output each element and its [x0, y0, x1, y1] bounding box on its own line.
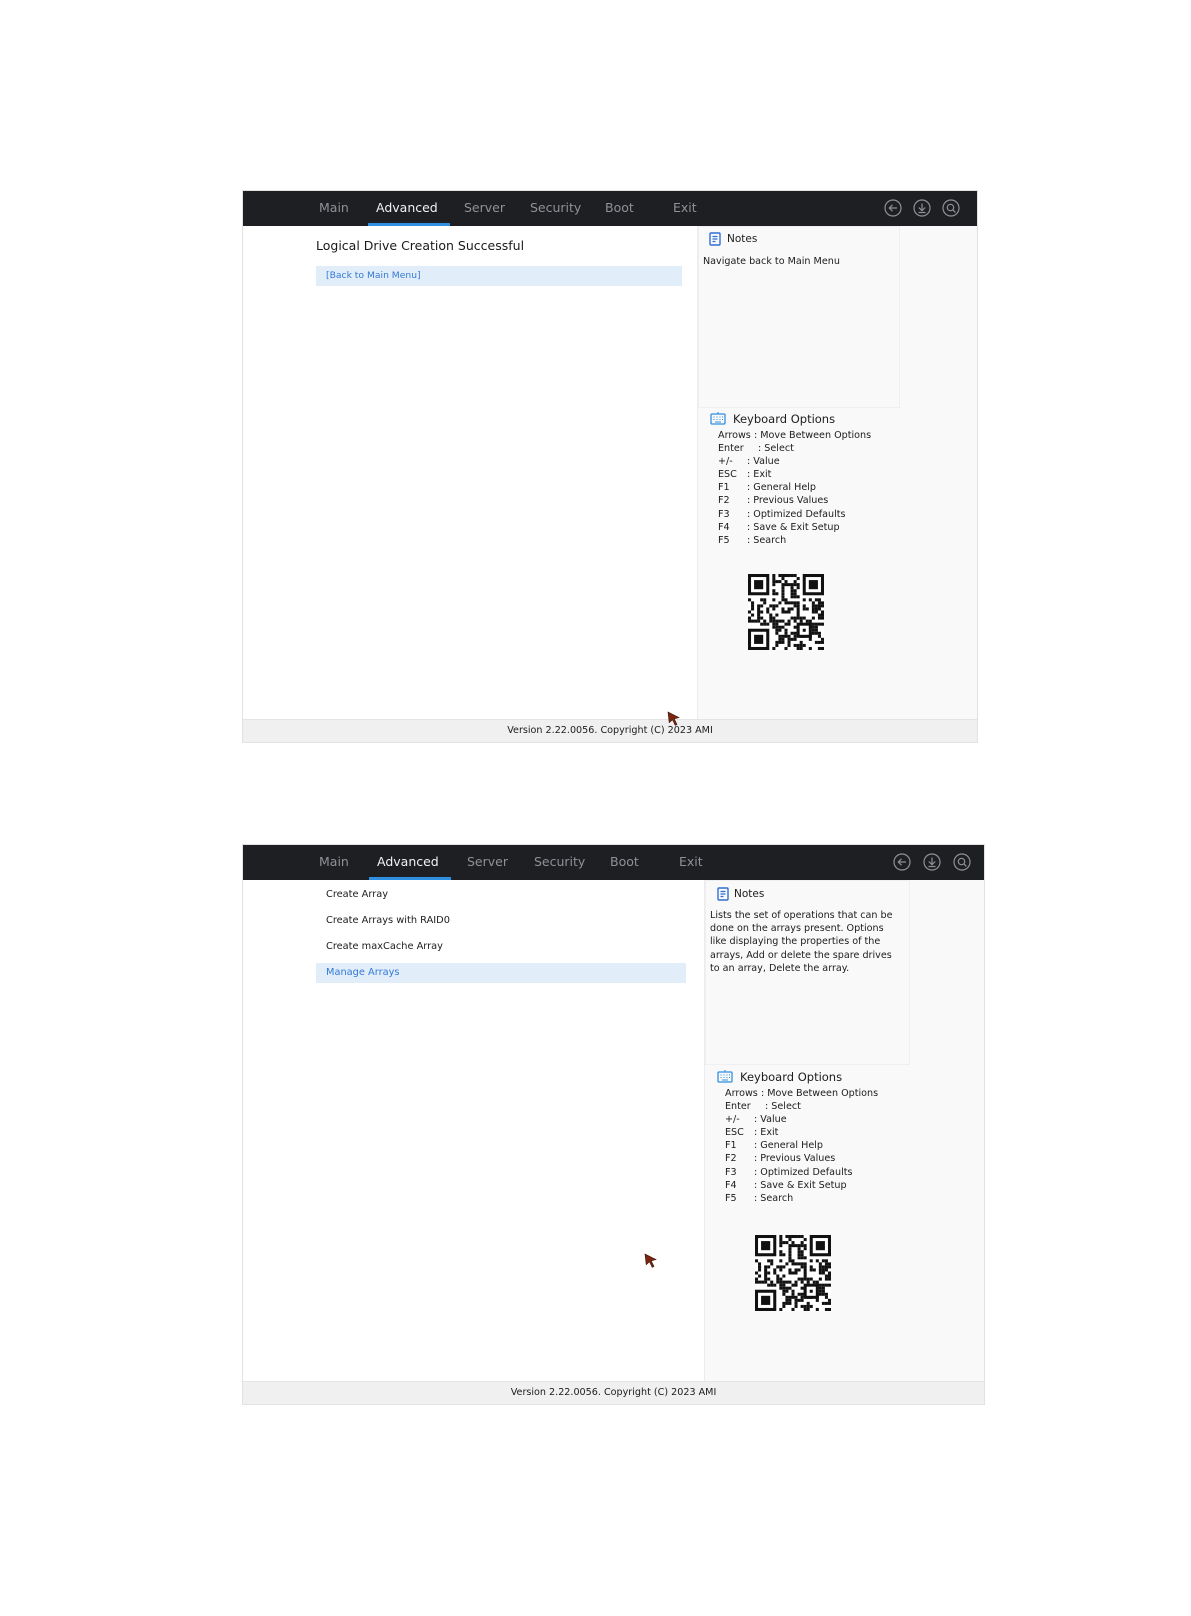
mouse-cursor-icon [644, 1253, 658, 1269]
keyboard-key-label: F1 [718, 482, 730, 494]
keyboard-options-list [718, 429, 938, 547]
keyboard-action-label: : Search [754, 1192, 794, 1204]
page-title: Logical Drive Creation Successful [316, 238, 525, 253]
tab-advanced[interactable]: Advanced [377, 845, 439, 880]
keyboard-key-label: F1 [725, 1140, 737, 1152]
search-icon[interactable] [953, 853, 971, 871]
keyboard-option-row [725, 1100, 945, 1113]
keyboard-option-row [725, 1152, 945, 1165]
keyboard-option-row [718, 508, 938, 521]
keyboard-action-label: : Value [754, 1114, 787, 1126]
keyboard-option-row [725, 1192, 945, 1205]
keyboard-key-label: +/- [725, 1114, 740, 1126]
menu-panel [313, 226, 693, 721]
keyboard-option-row [725, 1139, 945, 1152]
keyboard-action-label: : Save & Exit Setup [754, 1179, 847, 1191]
keyboard-option-row [718, 494, 938, 507]
keyboard-option-row [718, 468, 938, 481]
keyboard-option-row [718, 455, 938, 468]
keyboard-key-label: +/- [718, 456, 733, 468]
notes-icon [716, 887, 730, 901]
tab-boot[interactable]: Boot [605, 200, 634, 215]
top-nav-bar [243, 191, 977, 226]
keyboard-key-label: F4 [725, 1179, 737, 1191]
qr-code-icon [755, 1235, 831, 1311]
keyboard-action-label: : General Help [754, 1140, 824, 1152]
keyboard-action-label: : General Help [747, 482, 817, 494]
keyboard-key-label: F2 [725, 1153, 737, 1165]
manage-arrays-item[interactable]: Manage Arrays [316, 963, 686, 983]
keyboard-key-label: ESC [718, 469, 737, 481]
keyboard-action-label: : Previous Values [754, 1153, 836, 1165]
keyboard-action-label: : Optimized Defaults [754, 1166, 853, 1178]
keyboard-action-label: : Exit [754, 1127, 779, 1139]
keyboard-action-label: : Optimized Defaults [747, 508, 846, 520]
tab-main[interactable]: Main [319, 854, 349, 869]
notes-icon [708, 232, 722, 246]
keyboard-key-label: Arrows [725, 1088, 758, 1099]
tab-security[interactable]: Security [534, 854, 586, 869]
keyboard-action-label: : Exit [747, 469, 772, 481]
keyboard-key-label: F3 [718, 508, 730, 520]
help-panel [697, 226, 978, 721]
tab-security[interactable]: Security [530, 200, 582, 215]
back-icon[interactable] [884, 199, 902, 217]
keyboard-key-label: F5 [725, 1192, 737, 1204]
notes-text: Navigate back to Main Menu [703, 256, 840, 267]
keyboard-action-label: : Save & Exit Setup [747, 521, 840, 533]
tab-main[interactable]: Main [319, 200, 349, 215]
keyboard-action-label: : Value [747, 456, 780, 468]
tab-server[interactable]: Server [467, 854, 508, 869]
keyboard-options-list [725, 1087, 945, 1205]
keyboard-option-row [718, 534, 938, 547]
back-icon[interactable] [893, 853, 911, 871]
version-footer: Version 2.22.0056. Copyright (C) 2023 AMI [243, 719, 977, 742]
download-icon[interactable] [923, 853, 941, 871]
notes-box [698, 226, 900, 408]
keyboard-option-row [725, 1166, 945, 1179]
tab-server[interactable]: Server [464, 200, 505, 215]
keyboard-action-label: : Select [758, 443, 794, 455]
keyboard-action-label: : Move Between Options [761, 1088, 879, 1099]
bios-screen-logical-drive-success [242, 190, 978, 743]
notes-text: Lists the set of operations that can be done on the arrays present. Options like displaying the properties of the arrays, Add or delete the spare drives to an array, Delete the array. [710, 910, 893, 974]
mouse-cursor-icon [667, 711, 681, 727]
create-maxcache-array-item[interactable]: Create maxCache Array [326, 941, 443, 952]
keyboard-action-label: : Previous Values [747, 495, 829, 507]
create-arrays-raid0-item[interactable]: Create Arrays with RAID0 [326, 915, 450, 926]
top-nav-bar [243, 845, 984, 880]
tab-advanced[interactable]: Advanced [376, 191, 438, 226]
qr-code-icon [748, 574, 824, 650]
keyboard-key-label: Enter [725, 1101, 751, 1113]
tab-exit[interactable]: Exit [673, 200, 697, 215]
help-panel [704, 880, 985, 1383]
keyboard-key-label: F2 [718, 495, 730, 507]
bios-screen-array-menu [242, 844, 985, 1405]
keyboard-icon [717, 1069, 733, 1083]
download-icon[interactable] [913, 199, 931, 217]
version-footer: Version 2.22.0056. Copyright (C) 2023 AMI [243, 1381, 984, 1404]
keyboard-options-header: Keyboard Options [733, 412, 836, 426]
keyboard-action-label: : Move Between Options [754, 430, 872, 441]
keyboard-key-label: Arrows [718, 430, 751, 441]
keyboard-key-label: Enter [718, 443, 744, 455]
notes-header: Notes [727, 233, 758, 245]
keyboard-options-header: Keyboard Options [740, 1070, 843, 1084]
keyboard-key-label: F3 [725, 1166, 737, 1178]
keyboard-option-row [718, 521, 938, 534]
keyboard-option-row [725, 1087, 945, 1100]
keyboard-key-label: F4 [718, 521, 730, 533]
menu-panel [313, 880, 699, 1383]
tab-boot[interactable]: Boot [610, 854, 639, 869]
keyboard-key-label: F5 [718, 534, 730, 546]
search-icon[interactable] [942, 199, 960, 217]
keyboard-option-row [725, 1179, 945, 1192]
keyboard-action-label: : Search [747, 534, 787, 546]
back-to-main-menu-item[interactable]: [Back to Main Menu] [316, 266, 682, 286]
keyboard-option-row [718, 481, 938, 494]
keyboard-option-row [725, 1113, 945, 1126]
keyboard-option-row [725, 1126, 945, 1139]
create-array-item[interactable]: Create Array [326, 889, 389, 900]
keyboard-icon [710, 411, 726, 425]
keyboard-option-row [718, 429, 938, 442]
tab-exit[interactable]: Exit [679, 854, 703, 869]
notes-header: Notes [734, 888, 765, 900]
keyboard-action-label: : Select [765, 1101, 801, 1113]
keyboard-key-label: ESC [725, 1127, 744, 1139]
keyboard-option-row [718, 442, 938, 455]
